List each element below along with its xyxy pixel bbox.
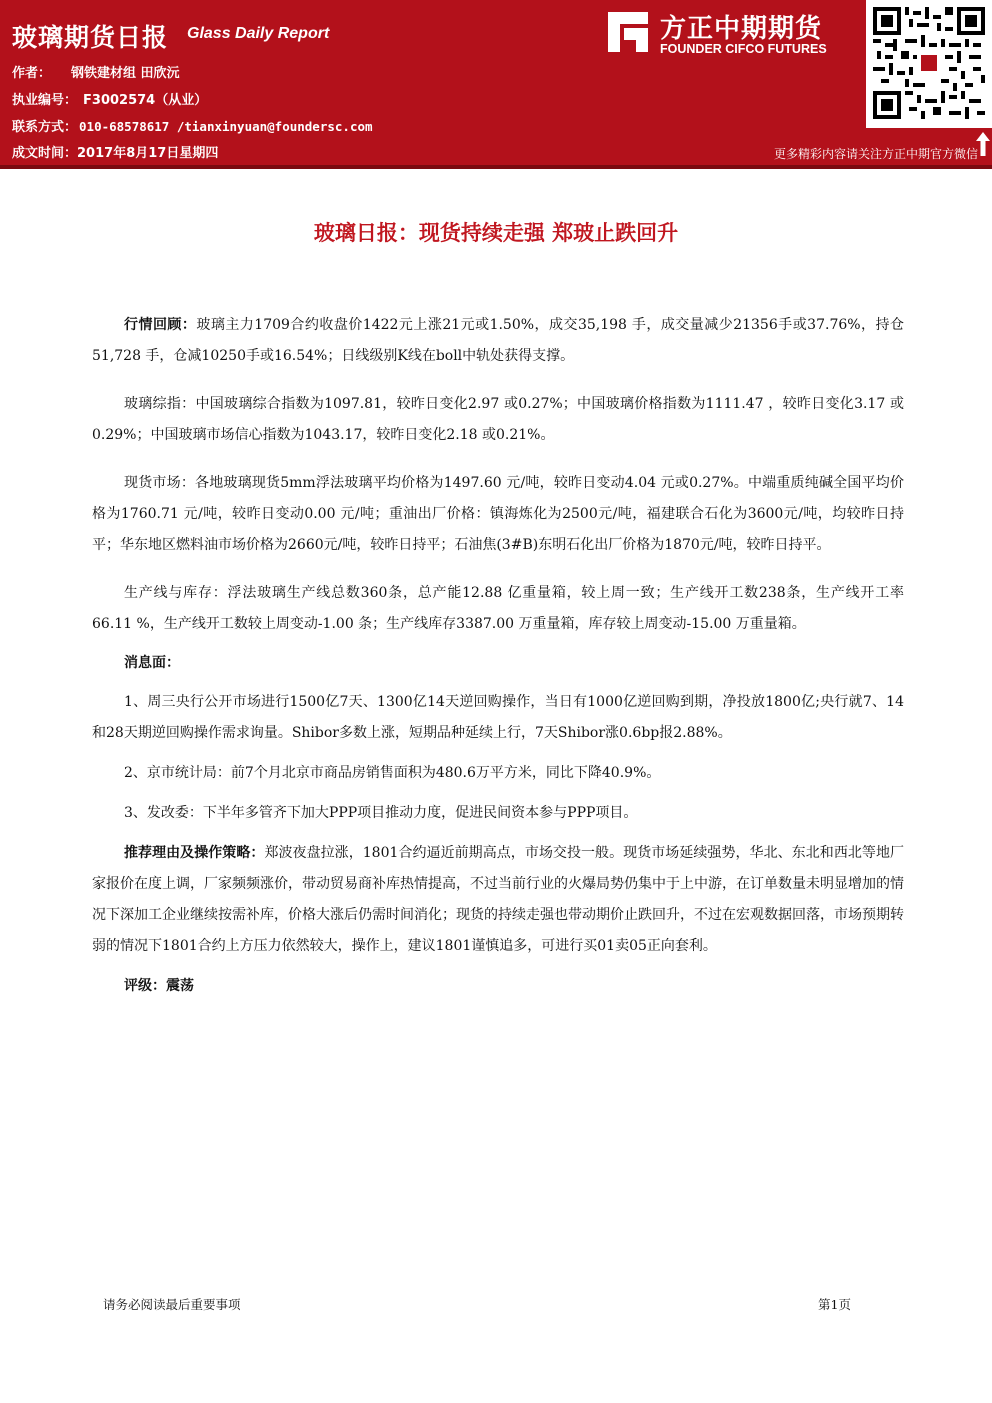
news-heading: [92, 648, 904, 679]
footer-disclaimer-note: 请务必阅读最后重要事项: [103, 1297, 241, 1312]
license-row: [12, 89, 207, 108]
author-row: [12, 62, 180, 81]
logo-text-cn: 方正中期期货: [660, 14, 823, 44]
contact-label: 联系方式：: [12, 120, 78, 135]
news-heading-label: 消息面：: [124, 655, 180, 671]
contact-value: 010-68578617 /tianxinyuan@foundersc.com: [79, 119, 373, 134]
up-arrow-icon: [975, 131, 991, 157]
qr-code-icon: [873, 4, 985, 122]
date-row: [12, 142, 218, 161]
document-title: 玻璃日报：现货持续走强 郑玻止跌回升: [313, 221, 679, 245]
date-label: 成文时间：: [12, 146, 78, 161]
report-content: [92, 310, 904, 1019]
header-divider: [0, 165, 992, 169]
strategy-text: 郑波夜盘拉涨，1801合约逼近前期高点，市场交投一般。现货市场延续强势，华北、东北和西北等地厂家报价在度上调，厂家频频涨价，带动贸易商补库热情提高，不过当前行业的火爆局势仍集中于上中游，在订单数量未明显增加的情况下深加工企业继续按需补库，价格大涨后仍需时间消化；现货的持续走强也带动期价止跌回升，不过在宏观数据回落，市场预期转弱的情况下1801合约上方压力依然较大，操作上，建议1801谨慎追多，可进行买01卖05正向套利。: [92, 845, 904, 954]
glass-index-paragraph: 玻璃综指：中国玻璃综合指数为1097.81，较昨日变化2.97 或0.27%；中国玻璃价格指数为1111.47 ，较昨日变化3.17 或0.29%；中国玻璃市场信心指数为1043.17，较昨日变化2.18 或0.21%。: [92, 396, 904, 443]
logo-mark-icon: [606, 10, 650, 54]
news-item: 1、周三央行公开市场进行1500亿7天、1300亿14天逆回购操作，当日有1000亿逆回购到期，净投放1800亿;央行就7、14和28天期逆回购操作需求询量。Shibor多数上涨，短期品种延续上行，7天Shibor涨0.6bp报2.88%。: [92, 694, 904, 741]
contact-row: [12, 116, 373, 135]
market-review-paragraph: [92, 310, 904, 372]
report-header: [0, 0, 992, 165]
report-title: 玻璃期货日报: [12, 23, 169, 52]
spot-market-paragraph: 现货市场：各地玻璃现货5mm浮法玻璃平均价格为1497.60 元/吨，较昨日变动4.04 元或0.27%。中端重质纯碱全国平均价格为1760.71 元/吨，较昨日变动0.00 元/吨；重油出厂价格：镇海炼化为2500元/吨，福建联合石化为3600元/吨，均较昨日持平；华东地区燃料油市场价格为2660元/吨，较昨日持平；石油焦(3#B)东明石化出厂价格为1870元/吨，较昨日持平。: [92, 475, 904, 553]
date-value: 2017年8月17日星期四: [77, 146, 219, 161]
author-label: 作者：: [12, 66, 52, 81]
market-review-text: 玻璃主力1709合约收盘价1422元上涨21元或1.50%，成交35,198 手，成交量减少21356手或37.76%，持仓51,728 手，仓减10250手或16.54%；日线级别K线在boll中轨处获得支撑。: [92, 317, 904, 364]
license-label: 执业编号：: [12, 93, 78, 108]
rating-paragraph: [92, 971, 904, 1002]
author-value: 钢铁建材组 田欣沅: [71, 66, 180, 81]
rating-label: 评级：: [124, 978, 166, 994]
rating-value: 震荡: [166, 978, 194, 994]
production-inventory-paragraph: 生产线与库存：浮法玻璃生产线总数360条，总产能12.88 亿重量箱，较上周一致；生产线开工数238条，生产线开工率66.11 %，生产线开工数较上周变动-1.00 条；生产线库存3387.00 万重量箱，库存较上周变动-15.00 万重量箱。: [92, 585, 904, 632]
company-logo: [606, 8, 856, 60]
logo-text-en: FOUNDER CIFCO FUTURES: [660, 42, 827, 56]
report-title-en: Glass Daily Report: [187, 25, 330, 42]
news-item: 2、京市统计局：前7个月北京市商品房销售面积为480.6万平方米，同比下降40.9%。: [124, 765, 661, 781]
page-number: 第1页: [818, 1297, 851, 1312]
wechat-qr-code: [866, 0, 992, 128]
strategy-label: 推荐理由及操作策略：: [124, 845, 265, 861]
license-value: F3002574（从业）: [83, 93, 208, 108]
market-review-label: 行情回顾：: [124, 317, 197, 333]
news-item: 3、发改委：下半年多管齐下加大PPP项目推动力度，促进民间资本参与PPP项目。: [124, 805, 638, 821]
strategy-paragraph: [92, 838, 904, 962]
follow-wechat-text: 更多精彩内容请关注方正中期官方微信: [773, 147, 978, 161]
